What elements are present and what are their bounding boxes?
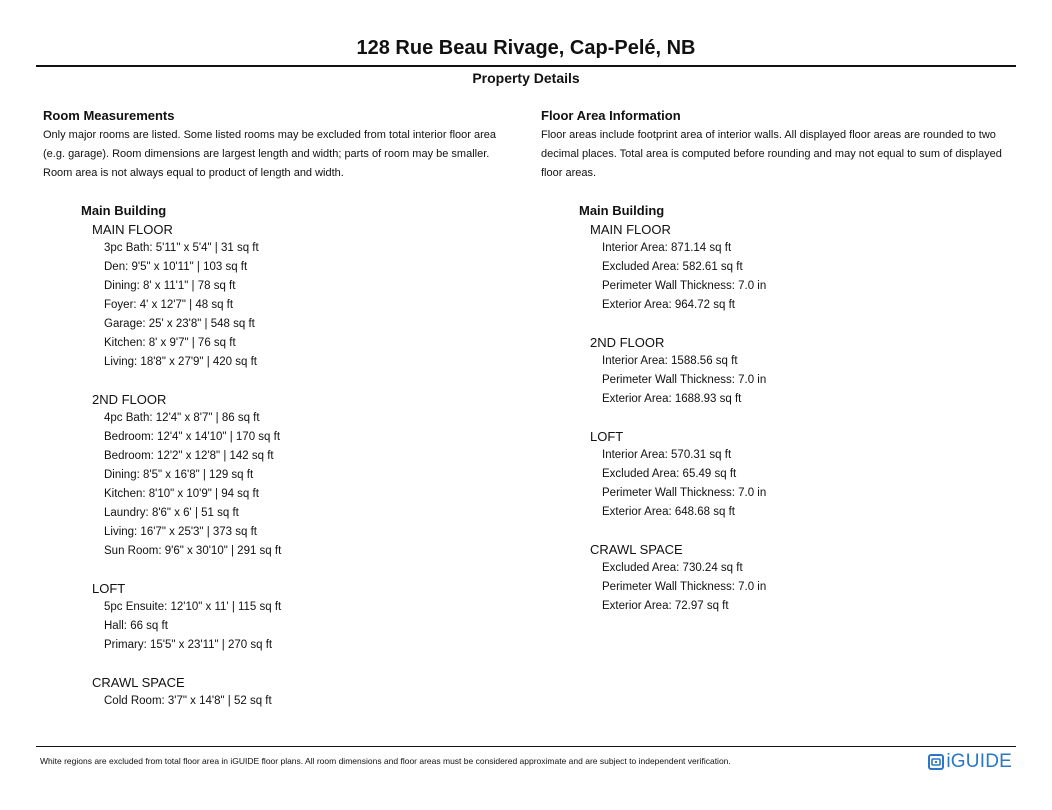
floor-row: Exterior Area: 1688.93 sq ft [602,393,742,405]
floor-row: Exterior Area: 72.97 sq ft [602,600,729,612]
floor-row: Perimeter Wall Thickness: 7.0 in [602,280,767,292]
floor-row: Exterior Area: 964.72 sq ft [602,299,735,311]
iguide-logo-text: iGUIDE [946,751,1012,772]
floor-row: Sun Room: 9'6" x 30'10" | 291 sq ft [104,545,282,557]
floor-row: Excluded Area: 65.49 sq ft [602,468,737,480]
floor-name: 2ND FLOOR [590,335,665,350]
room-measurements-building: Main Building [81,203,167,218]
page-title: 128 Rue Beau Rivage, Cap-Pelé, NB [356,37,696,59]
floor-area-heading: Floor Area Information [541,108,681,123]
floor-row: Exterior Area: 648.68 sq ft [602,506,735,518]
floor-row: Excluded Area: 582.61 sq ft [602,261,743,273]
floor-block [590,427,1017,522]
floor-row: 4pc Bath: 12'4" x 8'7" | 86 sq ft [104,412,260,424]
room-measurements-heading: Room Measurements [43,108,175,123]
floor-name: MAIN FLOOR [590,222,671,237]
floor-row: Interior Area: 1588.56 sq ft [602,355,738,367]
floor-row: Interior Area: 570.31 sq ft [602,449,732,461]
floor-block [590,540,1017,616]
iguide-logo-icon [928,754,944,770]
floor-spacer [92,561,519,579]
floor-row: Laundry: 8'6" x 6' | 51 sq ft [104,507,239,519]
floor-block [590,220,1017,315]
floor-row: Interior Area: 871.14 sq ft [602,242,732,254]
floor-block [590,333,1017,409]
floor-row: Hall: 66 sq ft [104,620,168,632]
floor-area-building: Main Building [579,203,665,218]
floor-row: Dining: 8' x 11'1" | 78 sq ft [104,280,236,292]
floor-block [92,673,519,711]
floor-row: Excluded Area: 730.24 sq ft [602,562,743,574]
floor-row: Living: 16'7" x 25'3" | 373 sq ft [104,526,257,538]
floor-row: Perimeter Wall Thickness: 7.0 in [602,581,767,593]
floor-row: Bedroom: 12'2" x 12'8" | 142 sq ft [104,450,274,462]
footer-divider [36,746,1016,747]
floor-row: Den: 9'5" x 10'11" | 103 sq ft [104,261,248,273]
floor-spacer [590,522,1017,540]
floor-row: Living: 18'8" x 27'9" | 420 sq ft [104,356,257,368]
iguide-logo [928,750,1012,774]
floor-area-note: Floor areas include footprint area of interior walls. All displayed floor areas are rounded to two decimal places. Total area is computed before rounding and may not equal to sum of displayed floor areas. [541,129,1002,179]
floor-name: 2ND FLOOR [92,392,167,407]
page-subtitle: Property Details [472,70,580,86]
floor-row: Kitchen: 8'10" x 10'9" | 94 sq ft [104,488,259,500]
floor-name: LOFT [92,581,126,596]
floor-area-section [541,108,1017,616]
area-floors [590,220,1017,616]
room-floors [92,220,519,711]
floor-row: Primary: 15'5" x 23'11" | 270 sq ft [104,639,273,651]
floor-row: 3pc Bath: 5'11" x 5'4" | 31 sq ft [104,242,259,254]
floor-row: 5pc Ensuite: 12'10" x 11' | 115 sq ft [104,601,282,613]
floor-row: Cold Room: 3'7" x 14'8" | 52 sq ft [104,695,272,707]
floor-row: Perimeter Wall Thickness: 7.0 in [602,374,767,386]
floor-block [92,579,519,655]
floor-spacer [590,315,1017,333]
floor-block [92,390,519,561]
floor-row: Foyer: 4' x 12'7" | 48 sq ft [104,299,234,311]
floor-name: CRAWL SPACE [92,675,185,690]
floor-row: Bedroom: 12'4" x 14'10" | 170 sq ft [104,431,281,443]
room-measurements-section [43,108,519,711]
floor-name: MAIN FLOOR [92,222,173,237]
floor-row: Garage: 25' x 23'8" | 548 sq ft [104,318,255,330]
footer-disclaimer: White regions are excluded from total floor area in iGUIDE floor plans. All room dimensions and floor areas must be considered approximate and are subject to independent verification. [40,756,731,766]
floor-spacer [590,409,1017,427]
floor-block [92,220,519,372]
floor-spacer [92,372,519,390]
floor-row: Perimeter Wall Thickness: 7.0 in [602,487,767,499]
floor-row: Kitchen: 8' x 9'7" | 76 sq ft [104,337,236,349]
title-divider [36,65,1016,67]
room-measurements-note: Only major rooms are listed. Some listed rooms may be excluded from total interior floor area (e.g. garage). Room dimensions are largest length and width; parts of room may be smaller. Room area is not always equal to product of length and width. [43,129,497,179]
floor-spacer [92,655,519,673]
floor-row: Dining: 8'5" x 16'8" | 129 sq ft [104,469,254,481]
floor-name: LOFT [590,429,624,444]
floor-name: CRAWL SPACE [590,542,683,557]
